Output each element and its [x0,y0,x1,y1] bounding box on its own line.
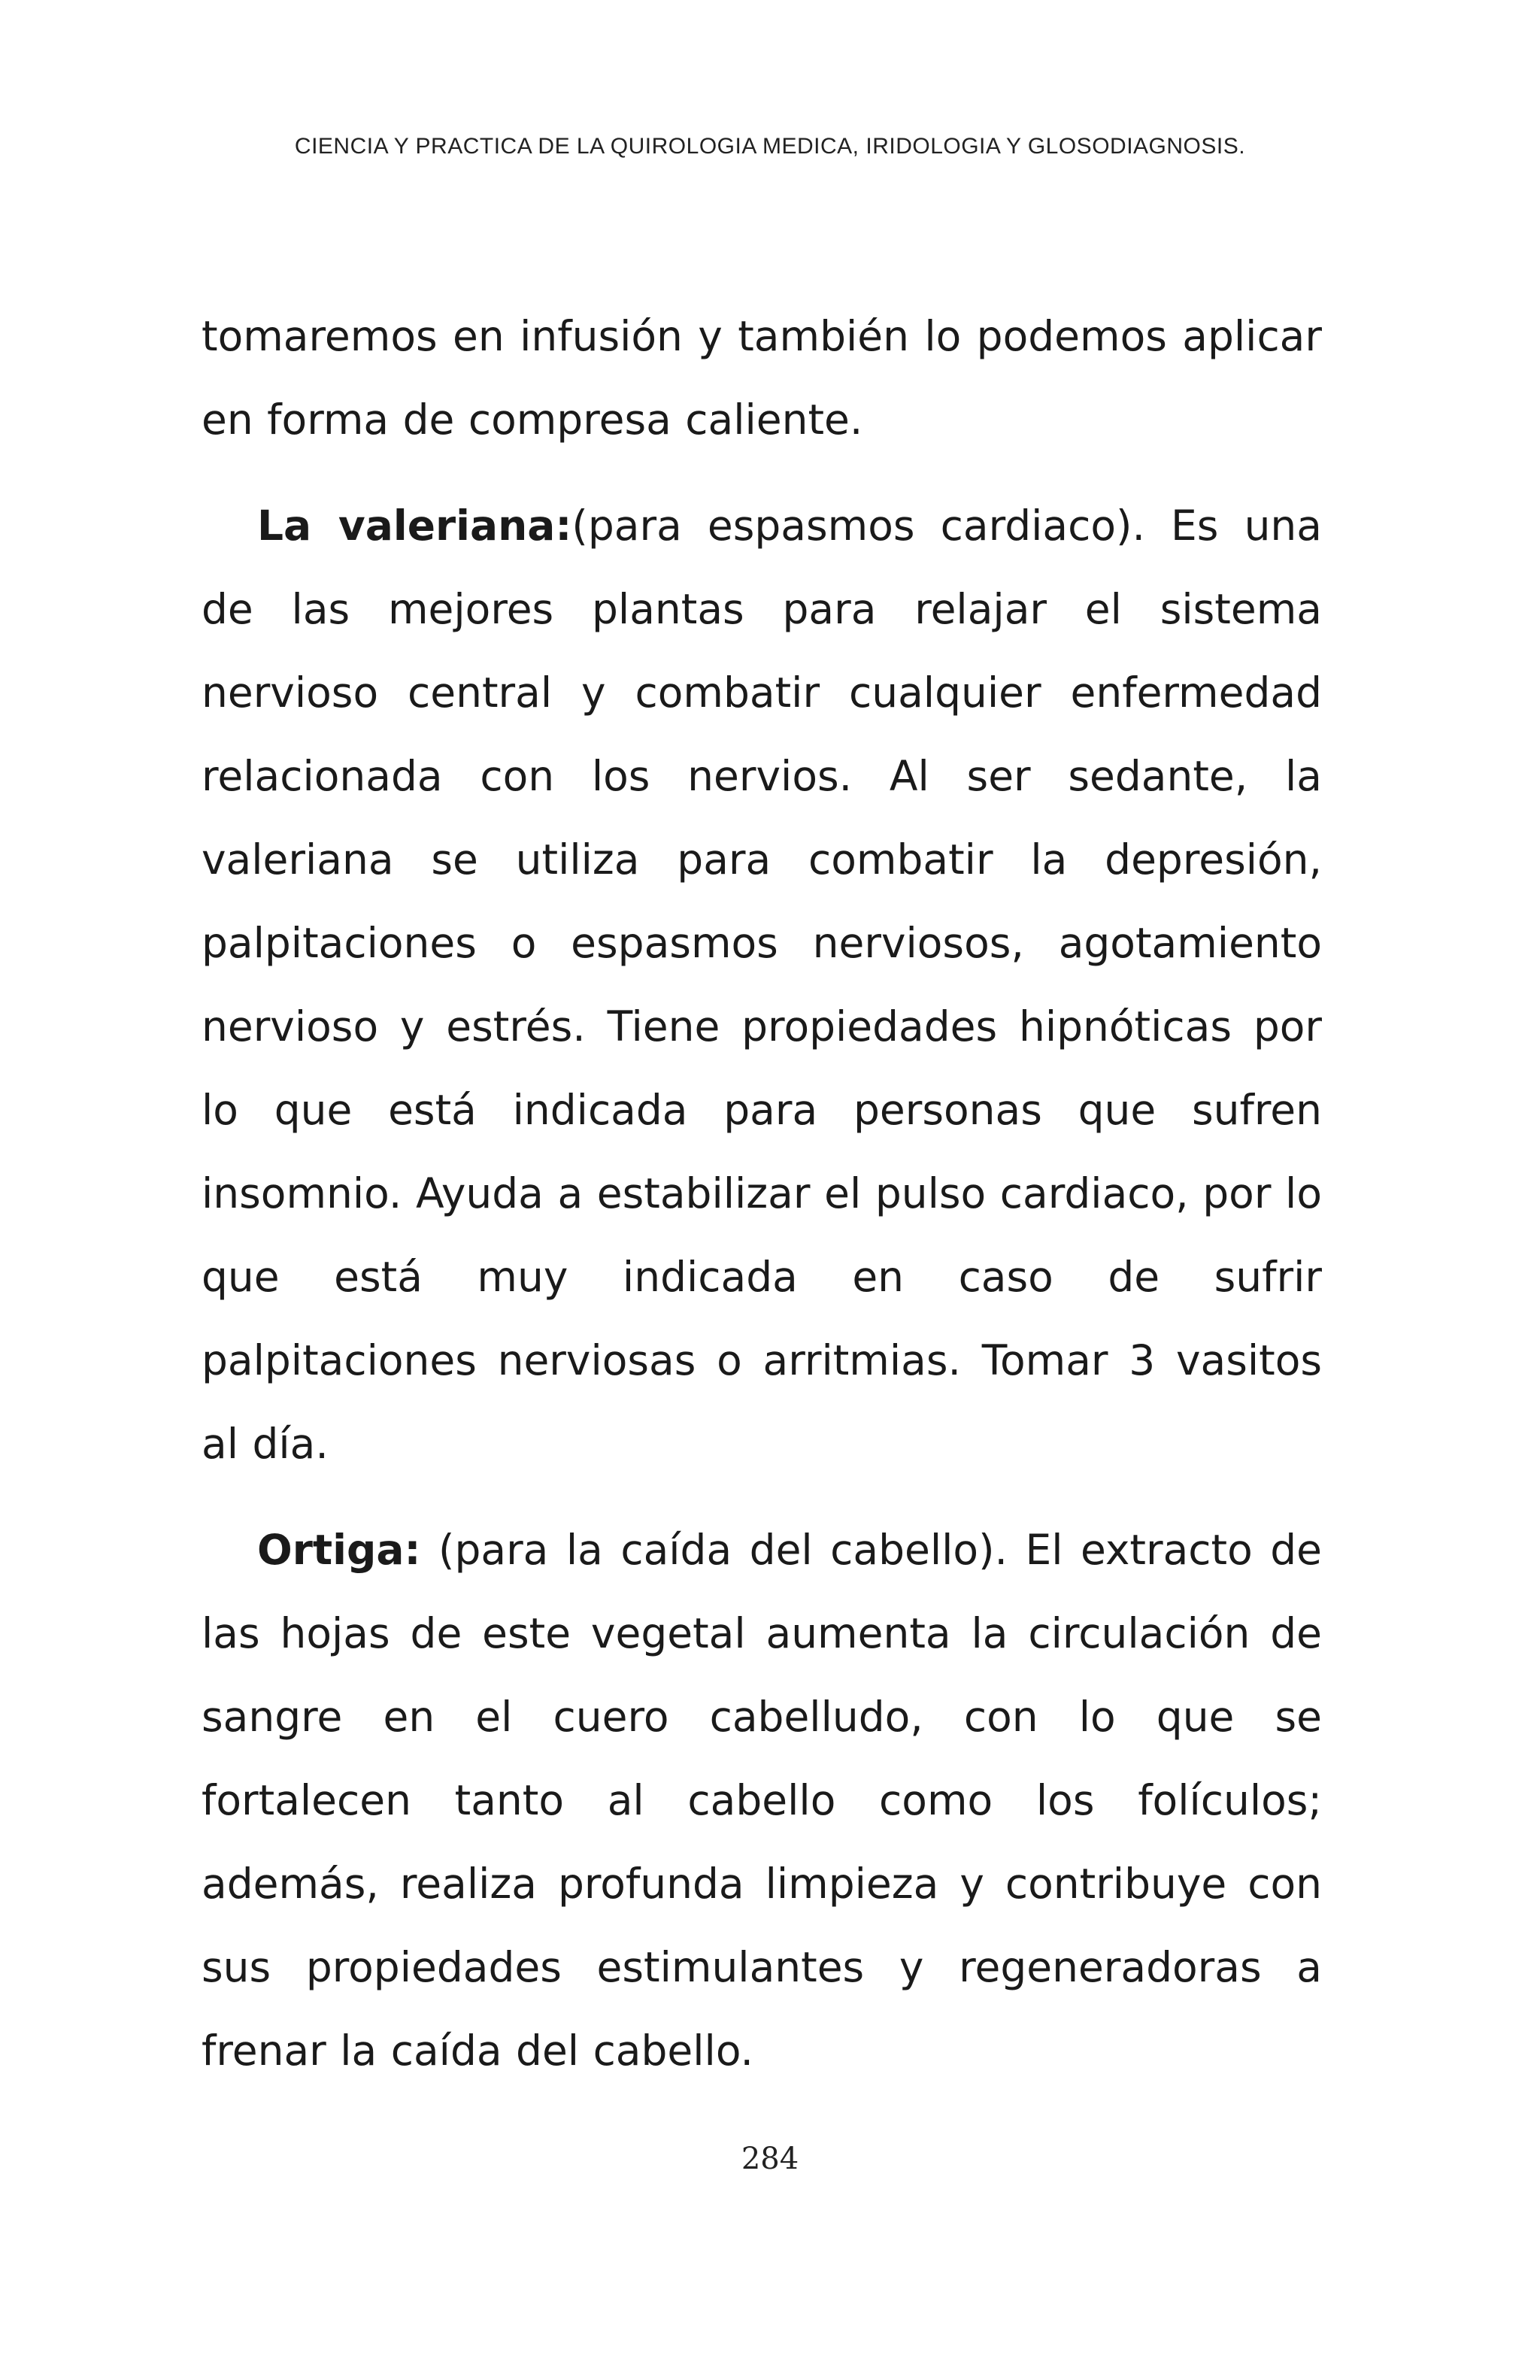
page-body [202,295,1322,2093]
term-heading: La valeriana: [257,502,572,550]
paragraph-ortiga [202,1508,1322,2093]
paragraph-text: (para espasmos cardiaco). Es una de las mejores plantas para relajar el sistema nervioso central y combatir cualquier enfermedad relacionada con los nervios. Al ser sedante, la valeriana se utiliza para combatir la depresión, palpitaciones o espasmos nerviosos, agotamiento nervioso y estrés. Tiene propiedades hipnóticas por lo que está indicada para personas que sufren insomnio. Ayuda a estabilizar el pulso cardiaco, por lo que está muy indicada en caso de sufrir palpitaciones nerviosas o arritmias. Tomar 3 vasitos al día. [202,502,1322,1468]
paragraph-valeriana [202,484,1322,1486]
page-number: 284 [741,2142,799,2176]
paragraph-text: (para la caída del cabello). El extracto de las hojas de este vegetal aumenta la circulación de sangre en el cuero cabelludo, con lo que se fortalecen tanto al cabello como los folículos; además, realiza profunda limpieza y contribuye con sus propiedades estimulantes y regeneradoras a frenar la caída del cabello. [202,1526,1322,2075]
running-header: CIENCIA Y PRACTICA DE LA QUIROLOGIA MEDICA, IRIDOLOGIA Y GLOSODIAGNOSIS. [294,134,1246,159]
paragraph-text: tomaremos en infusión y también lo podemos aplicar en forma de compresa caliente. [202,312,1322,444]
term-heading: Ortiga: [257,1526,421,1574]
paragraph-continuation [202,295,1322,462]
